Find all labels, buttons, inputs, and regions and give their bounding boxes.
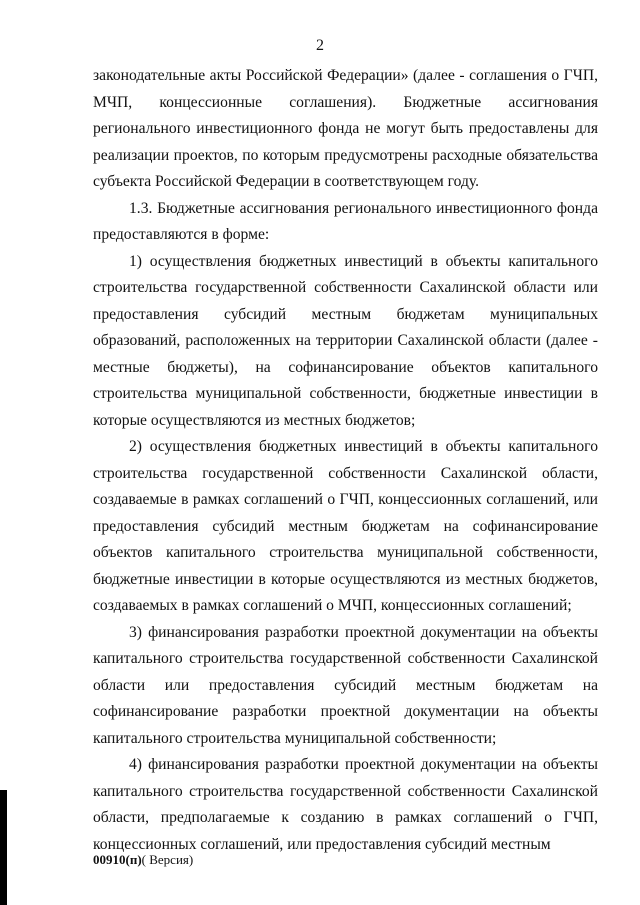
list-item-1: 1) осуществления бюджетных инвестиций в объекты капитального строительства государственной собственности Сахалинской области или предоставления субсидий местным бюджетам муниципальных образований, расположенных на территории Сахалинской области (далее - местные бюджеты), на софинансирование объектов капитального строительства муниципальной собственности, бюджетные инвестиции в которые осуществляются из местных бюджетов;	[93, 252, 598, 429]
document-code: 00910(п)	[93, 852, 142, 867]
paragraph-1-3: 1.3. Бюджетные ассигнования регионального инвестиционного фонда предоставляются в форме:	[93, 199, 598, 243]
list-item-4: 4) финансирования разработки проектной документации на объекты капитального строительства государственной собственности Сахалинской области, предполагаемые к созданию в рамках соглашений о ГЧП, концессионных соглашений, или предоставления субсидий местным	[93, 756, 598, 853]
scan-edge-mark	[0, 790, 7, 905]
paragraph-continuation: законодательные акты Российской Федерации» (далее - соглашения о ГЧП, МЧП, концессионные соглашения). Бюджетные ассигнования регионального инвестиционного фонда не могут быть предоставлены для реализации проектов, по которым предусмотрены расходные обязательства субъекта Российской Федерации в соответствующем году.	[93, 67, 598, 190]
document-footer	[93, 852, 193, 868]
list-item-3: 3) финансирования разработки проектной документации на объекты капитального строительства государственной собственности Сахалинской области или предоставления субсидий местным бюджетам на софинансирование разработки проектной документации на объекты капитального строительства муниципальной собственности;	[93, 623, 598, 747]
document-version: ( Версия)	[141, 852, 194, 867]
page-number: 2	[316, 37, 324, 54]
list-item-2: 2) осуществления бюджетных инвестиций в объекты капитального строительства государственной собственности Сахалинской области, создаваемые в рамках соглашений о ГЧП, концессионных соглашений, или предоставления субсидий местным бюджетам на софинансирование объектов капитального строительства муниципальной собственности, бюджетные инвестиции в которые осуществляются из местных бюджетов, создаваемых в рамках соглашений о МЧП, концессионных соглашений;	[93, 438, 598, 614]
document-body	[93, 63, 598, 858]
